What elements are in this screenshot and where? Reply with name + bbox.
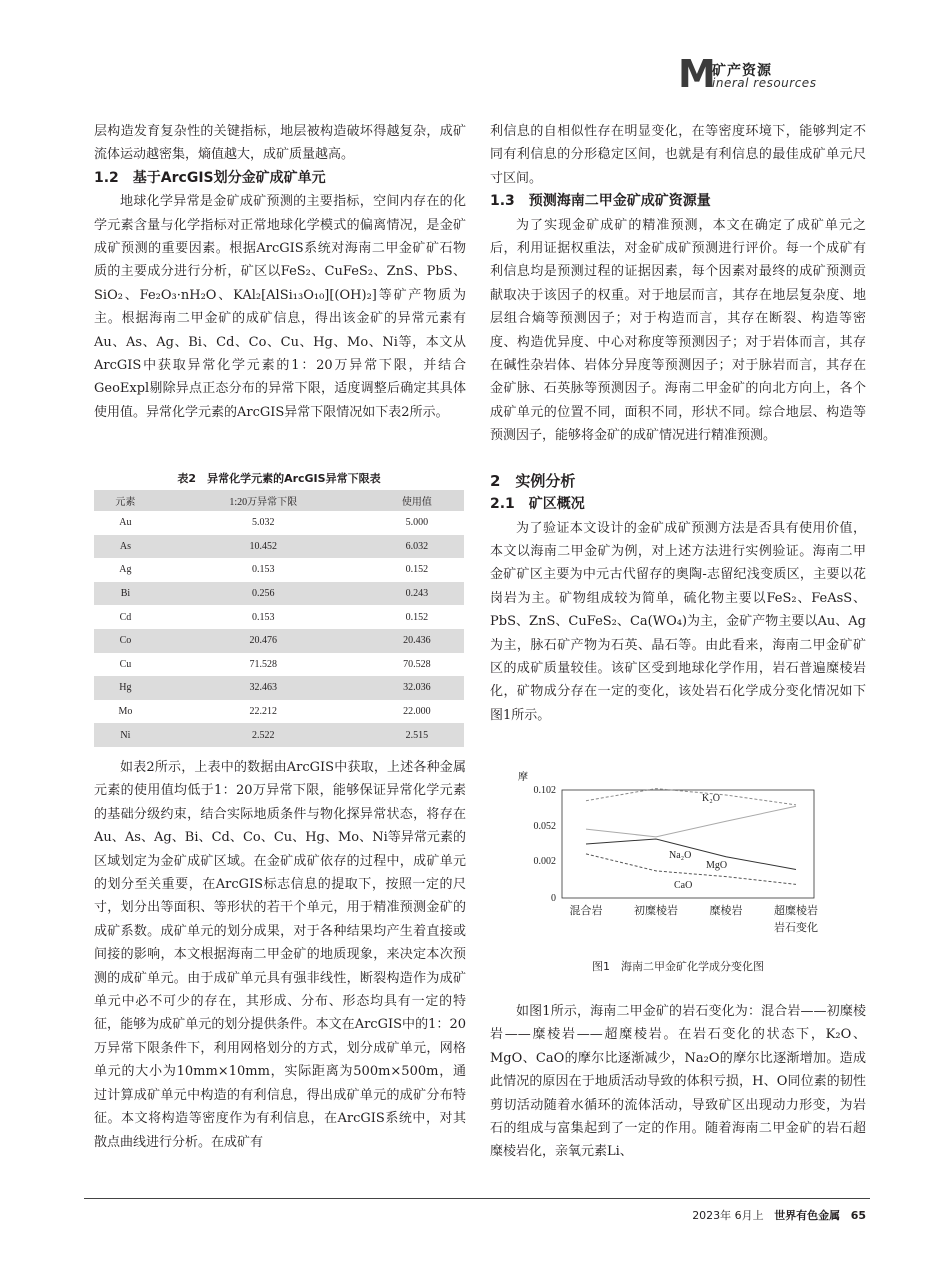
table-row (94, 535, 464, 559)
table-row (94, 723, 464, 747)
table-cell: 2.522 (157, 723, 370, 747)
y-tick-label: 0 (551, 893, 556, 904)
figure-caption: 图1 海南二甲金矿化学成分变化图 (592, 960, 764, 973)
table-cell: Hg (94, 676, 157, 700)
table-cell: 22.000 (403, 706, 431, 718)
y-tick-label: 0.002 (533, 856, 556, 867)
table-cell: 32.036 (370, 676, 464, 700)
table-header-2: 使用值 (370, 490, 464, 511)
table-cell: As (94, 535, 157, 559)
right-column (490, 120, 866, 727)
table-header-1: 1:20万异常下限 (157, 490, 370, 511)
series-label-0: K₂O (702, 793, 720, 804)
table-cell: 5.032 (252, 517, 275, 529)
table-cell: Mo (118, 706, 133, 718)
left-paragraph-1: 地球化学异常是金矿成矿预测的主要指标，空间内存在的化学元素含量与化学指标对正常地球化学模式的偏离情况，是金矿成矿预测的重要因素。根据ArcGIS系统对海南二甲金矿矿石物质的主要成分进行分析，矿区以FeS₂、CuFeS₂、ZnS、PbS、SiO₂、Fe₂O₃·nH₂O、KAl₂[AlSi₁₃O₁₀][(OH)₂]等矿产物质为主。根据海南二甲金矿的成矿信息，得出该金矿的异常元素有Au、As、Ag、Bi、Cd、Co、Cu、Hg、Mo、Ni等，本文从ArcGIS中获取异常化学元素的1：20万异常下限，并结合GeoExpl剔除异点正态分布的异常下限，适度调整后确定其具体使用值。异常化学元素的ArcGIS异常下限情况如下表2所示。 (94, 194, 466, 420)
footer-journal: 世界有色金属 (774, 1209, 841, 1222)
table-cell: 70.528 (403, 658, 431, 670)
table-cell: 2.515 (370, 723, 464, 747)
table-cell: 0.256 (157, 582, 370, 606)
journal-logo (678, 52, 858, 96)
series-label-1: Na₂O (669, 850, 692, 861)
right-paragraph-2: 为了验证本文设计的金矿成矿预测方法是否具有使用价值，本文以海南二甲金矿为例，对上述方法进行实例验证。海南二甲金矿矿区主要为中元古代留存的奥陶-志留纪浅变质区，主要以花岗岩为主。矿物组成较为简单，硫化物主要以FeS₂、FeAsS、PbS、ZnS、CuFeS₂、Ca(WO₄)为主，金矿产物主要以Au、Ag为主，脉石矿产物为石英、晶石等。由此看来，海南二甲金矿矿区的成矿质量较佳。该矿区受到地球化学作用，岩石普遍糜棱岩化，矿物成分存在一定的变化，该处岩石化学成分变化情况如下图1所示。 (490, 520, 866, 723)
table-cell: Au (119, 517, 132, 529)
table-cell: 32.463 (157, 676, 370, 700)
section-2-1-heading: 2.1 矿区概况 (490, 496, 585, 513)
series-line-1 (586, 806, 796, 837)
series-label-3: CaO (674, 880, 693, 891)
table-row (94, 676, 464, 700)
footer-date: 2023年 6月上 (692, 1209, 764, 1222)
section-2-heading: 2 实例分析 (490, 471, 576, 490)
table-row (94, 605, 464, 629)
section-1-3-heading: 1.3 预测海南二甲金矿成矿资源量 (490, 193, 711, 210)
series-label-2: MgO (706, 860, 728, 871)
footer-page: 65 (850, 1209, 866, 1222)
table-cell: Ni (94, 723, 157, 747)
table-cell: Cd (119, 611, 132, 623)
table-cell: 71.528 (249, 658, 278, 670)
table-cell: 6.032 (370, 535, 464, 559)
x-tick-label: 混合岩 (569, 904, 603, 917)
right-paragraph-3: 如图1所示，海南二甲金矿的岩石变化为：混合岩——初糜棱岩——糜棱岩——超糜棱岩。在岩石变化的状态下，K₂O、MgO、CaO的摩尔比逐渐减少，Na₂O的摩尔比逐渐增加。造成此情况的原因在于地质活动导致的体积亏损，H、O同位素的韧性剪切活动随着水循环的流体活动，导致矿区出现动力形变，为岩石的组成与富集起到了一定的作用。随着海南二甲金矿的岩石超糜棱岩化，亲氧元素Li、 (490, 1004, 866, 1160)
left-column-lower (94, 756, 466, 1154)
table-row (94, 629, 464, 653)
table-cell: 5.000 (405, 517, 429, 529)
table-row (94, 653, 464, 677)
table-cell: 0.152 (405, 611, 429, 623)
y-tick-label: 0.052 (533, 821, 556, 832)
table-cell: 0.153 (252, 564, 275, 576)
table-cell: Bi (94, 582, 157, 606)
table-cell: Cu (119, 658, 132, 670)
table-row (94, 558, 464, 582)
table-cell: 20.436 (370, 629, 464, 653)
x-tick-label: 初糜棱岩 (634, 904, 678, 917)
left-paragraph-2: 如表2所示，上表中的数据由ArcGIS中获取，上述各种金属元素的使用值均低于1：20万异常下限，能够保证异常化学元素的基础分级约束，结合实际地质条件与物化探异常状态，将存在Au、As、Ag、Bi、Cd、Co、Cu、Hg、Mo、Ni等异常元素的区域划定为金矿成矿区域。在金矿成矿依存的过程中，成矿单元的划分至关重要，在ArcGIS标志信息的提取下，按照一定的尺寸，划分出等面积、等形状的若干个单元，用于精准预测金矿的成矿系数。成矿单元的划分成果，对于各种结果均产生着直接或间接的影响，本文根据海南二甲金矿的地质现象，来决定本次预测的成矿单元。由于成矿单元具有强非线性，断裂构造作为成矿单元中必不可少的存在，其形成、分布、形态均具有一定的特征，能够为成矿单元的划分提供条件。本文在ArcGIS中的1：20万异常下限条件下，利用网格划分的方式，划分成矿单元，网格单元的大小为10mm×10mm，实际距离为500m×500m，通过计算成矿单元中构造的有利信息，得出成矿单元的成矿分布特征。本文将构造等密度作为有利信息，在ArcGIS系统中，对其散点曲线进行分析。在成矿有 (94, 760, 466, 1150)
table-cell: Ag (119, 564, 132, 576)
right-paragraph-0: 利信息的自相似性存在明显变化，在等密度环境下，能够判定不同有利信息的分形稳定区间，也就是有利信息的最佳成矿单元尺寸区间。 (490, 124, 866, 186)
table-row (94, 511, 464, 535)
x-axis-label: 岩石变化 (774, 921, 818, 934)
series-line-0 (586, 789, 796, 805)
page-footer (692, 1207, 866, 1223)
table-row (94, 582, 464, 606)
table-cell: 22.212 (249, 706, 278, 718)
table-cell: 0.243 (370, 582, 464, 606)
logo-letter: M (678, 52, 716, 96)
footer-divider (84, 1198, 870, 1199)
table-cell: Co (94, 629, 157, 653)
x-tick-label: 超糜棱岩 (774, 904, 818, 917)
section-1-2-heading: 1.2 基于ArcGIS划分金矿成矿单元 (94, 169, 326, 186)
table-cell: 10.452 (157, 535, 370, 559)
logo-cn: 矿产资源 (712, 63, 772, 79)
table-header-0: 元素 (94, 490, 157, 511)
logo-en: ineral resources (712, 76, 817, 90)
table-cell: 20.476 (157, 629, 370, 653)
table-row (94, 700, 464, 724)
right-column-lower (490, 1000, 866, 1164)
chemical-change-chart (514, 768, 844, 948)
table-cell: 0.153 (252, 611, 275, 623)
right-paragraph-1: 为了实现金矿成矿的精准预测，本文在确定了成矿单元之后，利用证据权重法，对金矿成矿预测进行评价。每一个成矿有利信息均是预测过程的证据因素，每个因素对最终的成矿预测贡献取决于该因子的权重。对于地层而言，其存在地层复杂度、地层组合熵等预测因子；对于构造而言，其存在断裂、构造等密度、构造优异度、中心对称度等预测因子；对于岩体而言，其存在碱性杂岩体、岩体分异度等预测因子；对于脉岩而言，其存在金矿脉、石英脉等预测因子。海南二甲金矿的向北方向上，各个成矿单元的位置不同，面积不同，形状不同。综合地层、构造等预测因子，能够将金矿的成矿情况进行精准预测。 (490, 217, 866, 444)
left-column (94, 120, 466, 424)
left-paragraph-0: 层构造发育复杂性的关键指标，地层被构造破坏得越复杂，成矿流体运动越密集，熵值越大，成矿质量越高。 (94, 124, 466, 163)
table-title: 表2 异常化学元素的ArcGIS异常下限表 (177, 472, 381, 485)
table-cell: 0.152 (405, 564, 429, 576)
y-axis-label: 摩 (518, 772, 528, 783)
data-table (94, 490, 464, 747)
x-tick-label: 糜棱岩 (709, 904, 743, 917)
y-tick-label: 0.102 (533, 785, 556, 796)
